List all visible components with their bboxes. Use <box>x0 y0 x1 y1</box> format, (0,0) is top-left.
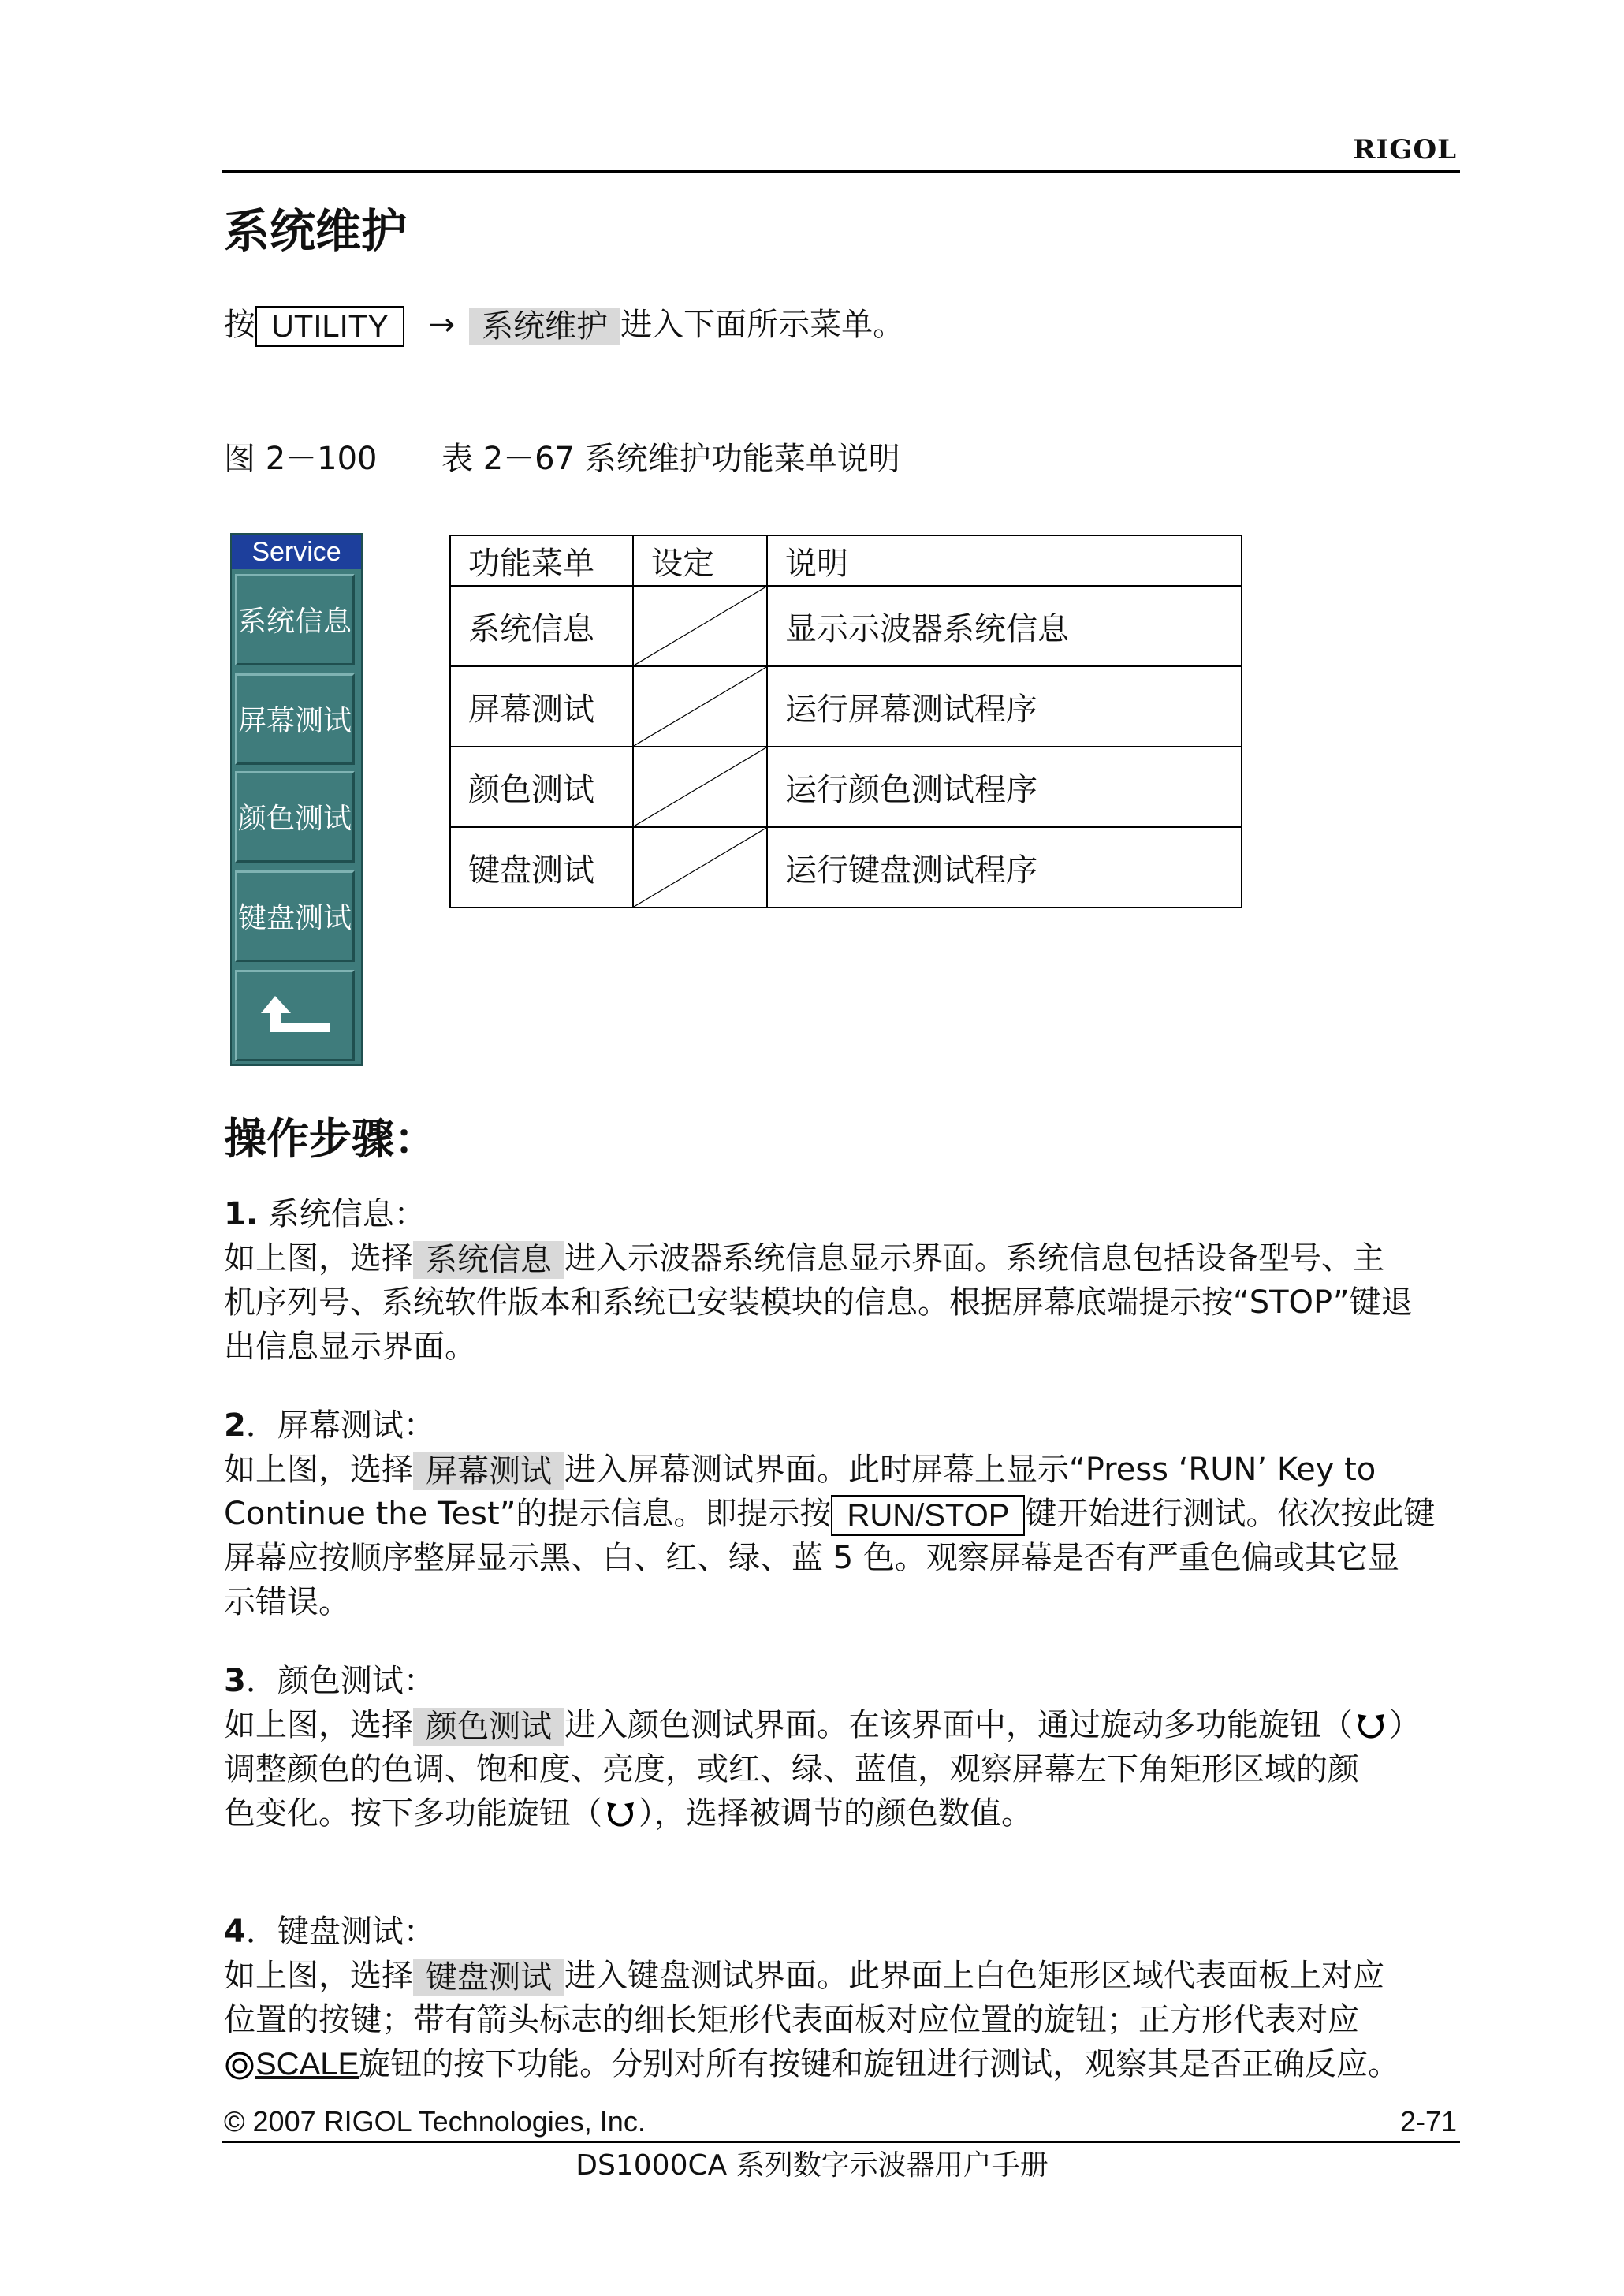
menu-title: Service <box>232 535 361 569</box>
softkey-system-maintenance: 系统维护 <box>469 308 620 345</box>
step3-line1 <box>224 1703 1421 1747</box>
table-cell-setting-empty <box>633 666 767 747</box>
step-number: 2 <box>224 1407 246 1444</box>
table-cell-func: 键盘测试 <box>450 827 633 908</box>
step1-line1 <box>224 1236 1384 1280</box>
step4-line2: 位置的按键；带有箭头标志的细长矩形代表面板对应位置的旋钮；正方形代表对应 <box>224 2002 1359 2038</box>
table-cell-setting-empty <box>633 747 767 827</box>
table-row <box>450 586 1242 666</box>
multifunction-knob-icon <box>1353 1711 1389 1742</box>
table-caption: 表 2－67 系统维护功能菜单说明 <box>441 441 900 477</box>
table-row <box>450 747 1242 827</box>
step2-line2 <box>224 1492 1435 1536</box>
text: 如上图，选择 <box>224 1958 413 1994</box>
intro-line <box>224 303 904 347</box>
table-cell-setting-empty <box>633 586 767 666</box>
step1-heading <box>224 1192 426 1236</box>
text: 进入颜色测试界面。在该界面中，通过旋动多功能旋钮（ <box>564 1707 1353 1743</box>
softkey-color-test: 颜色测试 <box>413 1708 564 1746</box>
step4-heading <box>224 1910 435 1954</box>
table-header: 功能菜单 <box>450 535 633 586</box>
table-row <box>450 666 1242 747</box>
table-cell-func: 系统信息 <box>450 586 633 666</box>
step4-line1 <box>224 1954 1384 1998</box>
footer-copyright: © 2007 RIGOL Technologies, Inc. <box>224 2105 646 2138</box>
menu-item-color-test[interactable]: 颜色测试 <box>235 771 355 863</box>
step3-heading <box>224 1659 435 1703</box>
text: 进入示波器系统信息显示界面。系统信息包括设备型号、主 <box>564 1240 1384 1277</box>
step-title: ．屏幕测试： <box>245 1407 435 1444</box>
table-cell-desc: 运行颜色测试程序 <box>767 747 1242 827</box>
service-menu <box>230 533 363 1066</box>
step-title: 系统信息： <box>267 1196 426 1232</box>
text: ），选择被调节的颜色数值。 <box>639 1795 1033 1832</box>
text: 旋钮的按下功能。分别对所有按键和旋钮进行测试，观察其是否正确反应。 <box>359 2046 1400 2082</box>
step3-line3 <box>224 1791 1033 1836</box>
step-number: 3 <box>224 1663 246 1699</box>
scale-knob-icon <box>224 2050 255 2082</box>
text: 色变化。按下多功能旋钮（ <box>224 1795 602 1832</box>
table-cell-desc: 显示示波器系统信息 <box>767 586 1242 666</box>
text: 进入屏幕测试界面。此时屏幕上显示“Press ‘RUN’ Key to <box>564 1452 1376 1488</box>
table-cell-setting-empty <box>633 827 767 908</box>
softkey-system-info: 系统信息 <box>413 1241 564 1279</box>
text: ） <box>1389 1707 1421 1743</box>
text: 如上图，选择 <box>224 1240 413 1277</box>
table-header: 说明 <box>767 535 1242 586</box>
intro-suffix: 进入下面所示菜单。 <box>620 307 905 343</box>
step1-line2: 机序列号、系统软件版本和系统已安装模块的信息。根据屏幕底端提示按“STOP”键退 <box>224 1284 1413 1321</box>
step2-line1 <box>224 1448 1376 1492</box>
table-cell-func: 屏幕测试 <box>450 666 633 747</box>
table-cell-desc: 运行键盘测试程序 <box>767 827 1242 908</box>
text: 键开始进行测试。依次按此键 <box>1025 1496 1436 1532</box>
table-row <box>450 827 1242 908</box>
text: Continue the Test”的提示信息。即提示按 <box>224 1496 832 1532</box>
multifunction-knob-icon <box>602 1799 639 1831</box>
brand-logo: RIGOL <box>1353 134 1457 166</box>
table-cell-desc: 运行屏幕测试程序 <box>767 666 1242 747</box>
step2-heading <box>224 1403 435 1448</box>
step-number: 1. <box>224 1196 259 1232</box>
section-title: 系统维护 <box>224 204 408 258</box>
scale-label: SCALE <box>255 2047 359 2082</box>
utility-key: UTILITY <box>255 306 404 347</box>
table-header: 设定 <box>633 535 767 586</box>
table-header-row <box>450 535 1242 586</box>
step4-line3 <box>224 2042 1399 2086</box>
step1-line3: 出信息显示界面。 <box>224 1329 476 1365</box>
text: 进入键盘测试界面。此界面上白色矩形区域代表面板上对应 <box>564 1958 1384 1994</box>
text: 如上图，选择 <box>224 1452 413 1488</box>
footer-page-number: 2-71 <box>1400 2105 1458 2138</box>
footer-manual-title: DS1000CA 系列数字示波器用户手册 <box>575 2149 1049 2182</box>
table-cell-func: 颜色测试 <box>450 747 633 827</box>
step-number: 4 <box>224 1914 246 1950</box>
step-title: ．键盘测试： <box>245 1914 435 1950</box>
menu-back-button[interactable] <box>235 970 355 1061</box>
step-title: ．颜色测试： <box>245 1663 435 1699</box>
menu-item-system-info[interactable]: 系统信息 <box>235 574 355 665</box>
step3-line2: 调整颜色的色调、饱和度、亮度，或红、绿、蓝值，观察屏幕左下角矩形区域的颜 <box>224 1751 1359 1787</box>
figure-caption: 图 2－100 <box>224 441 378 477</box>
step2-line4: 示错误。 <box>224 1584 350 1620</box>
function-table <box>449 535 1242 908</box>
return-arrow-icon <box>237 972 352 1059</box>
softkey-screen-test: 屏幕测试 <box>413 1452 564 1490</box>
menu-item-keyboard-test[interactable]: 键盘测试 <box>235 870 355 962</box>
menu-item-screen-test[interactable]: 屏幕测试 <box>235 673 355 765</box>
header-rule <box>222 170 1460 173</box>
run-stop-key: RUN/STOP <box>831 1495 1025 1536</box>
step2-line3: 屏幕应按顺序整屏显示黑、白、红、绿、蓝 5 色。观察屏幕是否有严重色偏或其它显 <box>224 1540 1399 1576</box>
steps-title: 操作步骤： <box>224 1113 437 1164</box>
intro-prefix: 按 <box>224 307 255 343</box>
softkey-keyboard-test: 键盘测试 <box>413 1959 564 1996</box>
arrow-icon: → <box>428 307 456 343</box>
text: 如上图，选择 <box>224 1707 413 1743</box>
